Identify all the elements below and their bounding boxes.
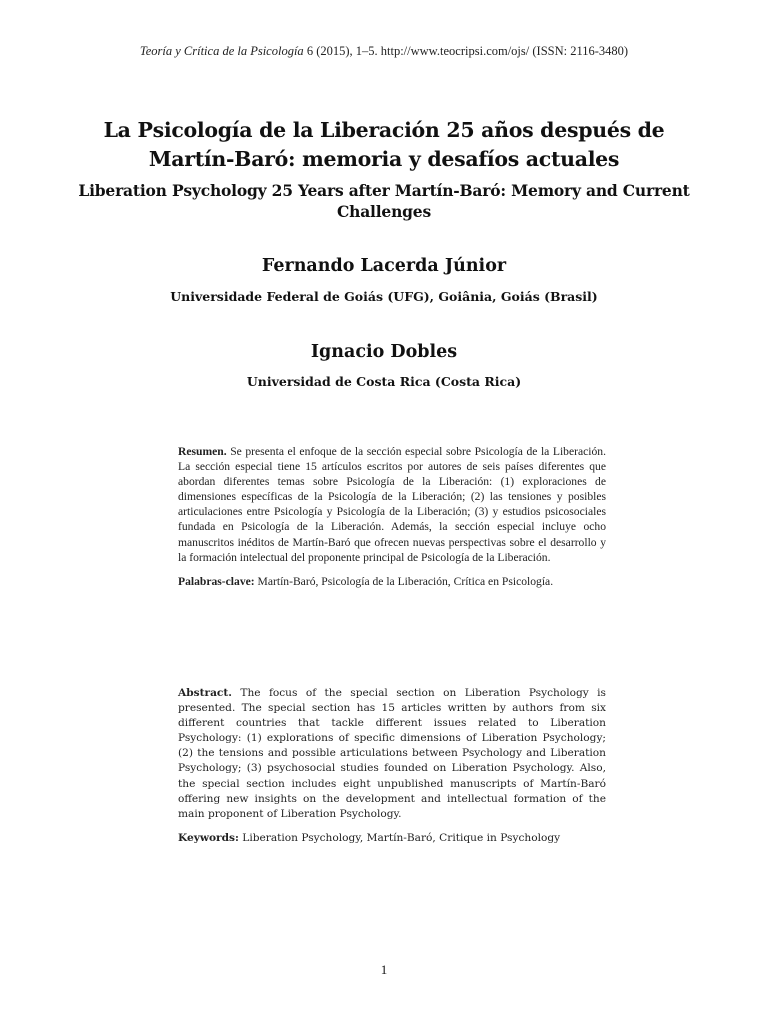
resumen-section [178,444,606,598]
resumen-paragraph [178,444,606,565]
author-affiliation-2: Universidad de Costa Rica (Costa Rica) [246,374,522,389]
citation-info: 6 (2015), 1–5. http://www.teocripsi.com/ojs/ (ISSN: 2116-3480) [303,44,629,58]
title-english: Liberation Psychology 25 Years after Martín-Baró: Memory and Current Challenges [78,181,690,221]
palabras-clave-label: Palabras-clave: [178,574,255,588]
abstract-label: Abstract. [178,687,232,699]
palabras-clave-text: Martín-Baró, Psicología de la Liberación, Crítica en Psicología. [254,574,554,588]
resumen-text: Se presenta el enfoque de la sección especial sobre Psicología de la Liberación. La sección especial tiene 15 artículos escritos por autores de seis países diferentes que abordan diferentes temas sobre Psicología de la Liberación: (1) exploraciones de dimensiones específicas de la Psicología de la Liberación; (2) las tensiones y posibles articulaciones entre Psicología y Psicología de la Liberación; (3) y estudios psicosociales fundada en Psicología de la Liberación. Además, la sección especial incluye ocho manuscritos inéditos de Martín-Baró que ofrecen nuevas perspectivas sobre el desarrollo y la formación intelectual del proponente principal de Psicología de la Liberación. [178,445,606,564]
abstract-section [178,686,606,855]
palabras-clave-paragraph [178,574,606,589]
abstract-paragraph [178,686,606,822]
author-affiliation-1: Universidade Federal de Goiás (UFG), Goiânia, Goiás (Brasil) [170,289,598,304]
keywords-label: Keywords: [178,831,239,844]
page-number: 1 [380,962,388,977]
author-name-1: Fernando Lacerda Júnior [261,256,507,276]
keywords-paragraph [178,831,606,846]
journal-name: Teoría y Crítica de la Psicología [139,44,304,58]
keywords-text: Liberation Psychology, Martín-Baró, Critique in Psychology [238,831,561,844]
resumen-label: Resumen. [178,445,227,458]
abstract-text: The focus of the special section on Liberation Psychology is presented. The special section has 15 articles written by authors from six different countries that tackle different issues related to Liberation Psychology: (1) explorations of specific dimensions of Liberation Psychology; (2) the tensions and possible articulations between Psychology and Liberation Psychology; (3) psychosocial studies founded on Liberation Psychology. Also, the special section includes eight unpublished manuscripts of Martín-Baró offering new insights on the development and intellectual formation of the main proponent of Liberation Psychology. [178,687,606,820]
running-header [0,44,768,59]
title-spanish: La Psicología de la Liberación 25 años después de Martín-Baró: memoria y desafíos actuales [103,118,665,171]
author-name-2: Ignacio Dobles [310,342,458,362]
